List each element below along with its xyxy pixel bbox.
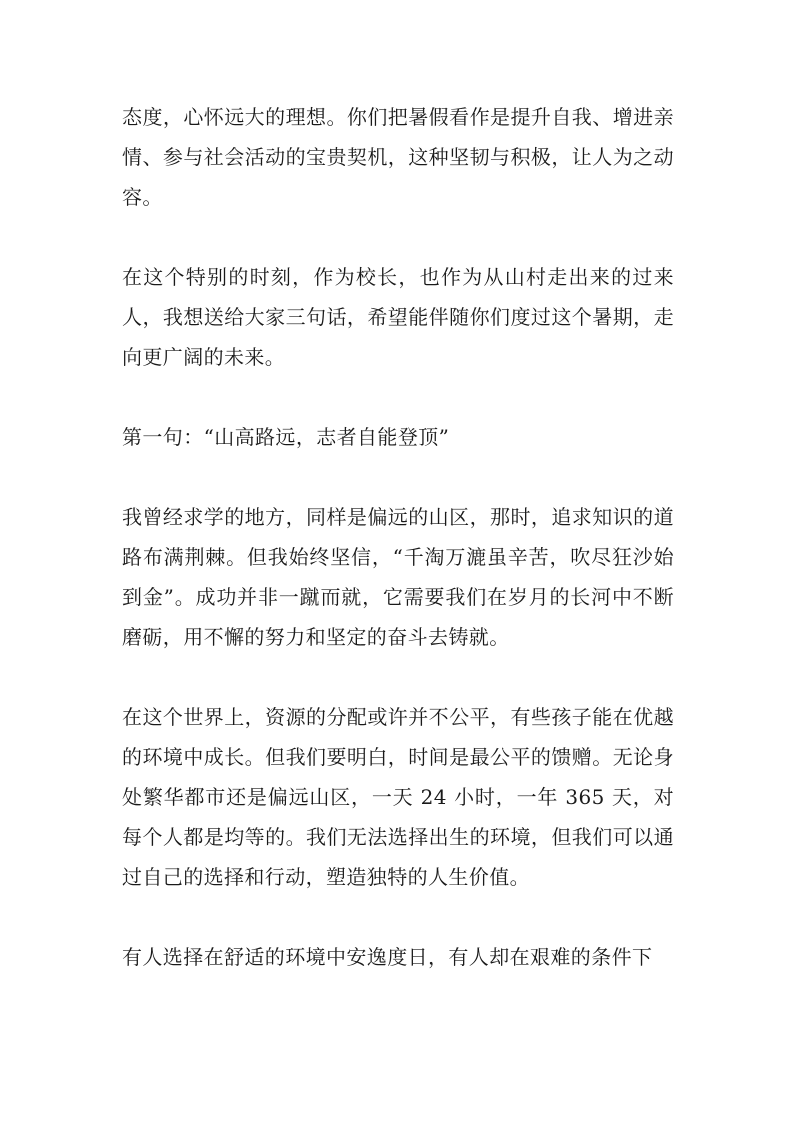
document-body	[122, 97, 674, 977]
paragraph-3: 我曾经求学的地方，同样是偏远的山区，那时，追求知识的道路布满荆棘。但我始终坚信，“千淘万漉虽辛苦，吹尽狂沙始到金”。成功并非一蹴而就，它需要我们在岁月的长河中不断磨砺，用不懈的努力和坚定的奋斗去铸就。	[122, 505, 674, 649]
paragraph-1: 态度，心怀远大的理想。你们把暑假看作是提升自我、增进亲情、参与社会活动的宝贵契机，这种坚韧与积极，让人为之动容。	[122, 105, 674, 209]
section-heading-first-sentence: 第一句：“山高路远，志者自能登顶”	[122, 425, 450, 449]
paragraph-4: 在这个世界上，资源的分配或许并不公平，有些孩子能在优越的环境中成长。但我们要明白，时间是最公平的馈赠。无论身处繁华都市还是偏远山区，一天 24 小时，一年 365 天，对每个人都是均等的。我们无法选择出生的环境，但我们可以通过自己的选择和行动，塑造独特的人生价值。	[122, 705, 674, 889]
paragraph-5: 有人选择在舒适的环境中安逸度日，有人却在艰难的条件下	[122, 945, 653, 969]
paragraph-2: 在这个特别的时刻，作为校长，也作为从山村走出来的过来人，我想送给大家三句话，希望能伴随你们度过这个暑期，走向更广阔的未来。	[122, 265, 674, 369]
